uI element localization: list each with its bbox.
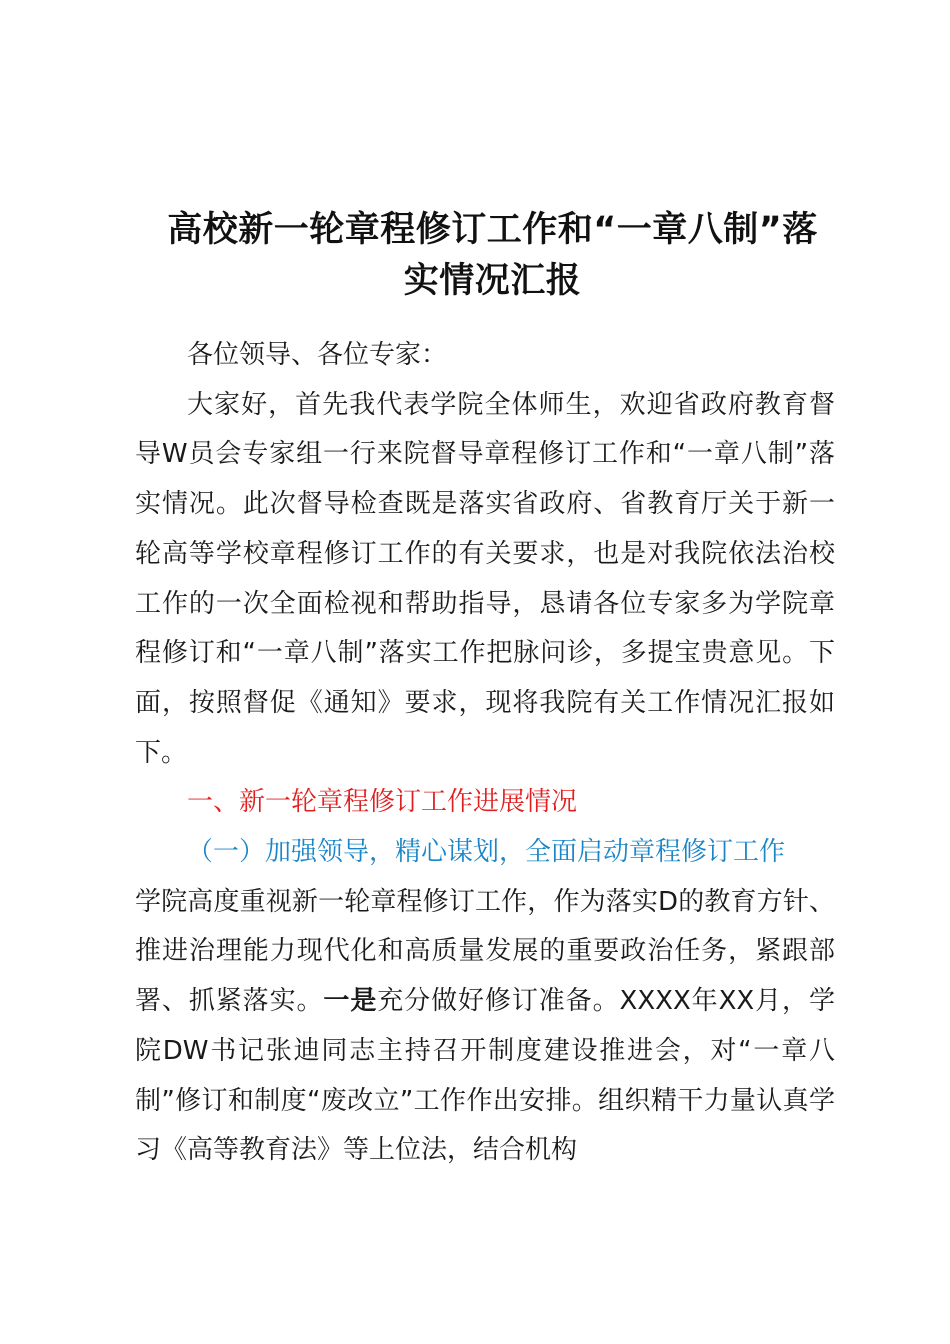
section-heading: 一、新一轮章程修订工作进展情况 — [187, 787, 578, 818]
document-title — [135, 205, 850, 307]
subsection-heading: （一）加强领导，精心谋划，全面启动章程修订工作 — [187, 837, 786, 868]
title-line-1: 高校新一轮章程修订工作和“一章八制”落 — [167, 210, 818, 250]
paragraph-text-continued: 充分做好修订准备。XXXX年XX月，学院DW书记张迪同志主持召开制度建设推进会，对“一章八制”修订和制度“废改立”工作作出安排。组织精干力量认真学习《高等教育法》等上位法，结合机构 — [135, 986, 835, 1166]
body-paragraph — [135, 878, 835, 1176]
title-line-2: 实情况汇报 — [403, 261, 582, 301]
intro-paragraph: 大家好，首先我代表学院全体师生，欢迎省政府教育督导W员会专家组一行来院督导章程修订工作和“一章八制”落实情况。此次督导检查既是落实省政府、省教育厅关于新一轮高等学校章程修订工作的有关要求，也是对我院依法治校工作的一次全面检视和帮助指导，恳请各位专家多为学院章程修订和“一章八制”落实工作把脉问诊，多提宝贵意见。下面，按照督促《通知》要求，现将我院有关工作情况汇报如下。 — [135, 389, 835, 768]
emphasis-text: 一是 — [323, 986, 378, 1017]
salutation: 各位领导、各位专家： — [187, 340, 448, 370]
paragraph-text-start: 学院高度重视新一轮章程修订工作，作为落实D的教育方针、推进治理能力现代化和高质量发展的重要政治任务，紧跟部署、抓紧落实。 — [135, 886, 835, 1017]
document-body — [135, 331, 835, 1176]
